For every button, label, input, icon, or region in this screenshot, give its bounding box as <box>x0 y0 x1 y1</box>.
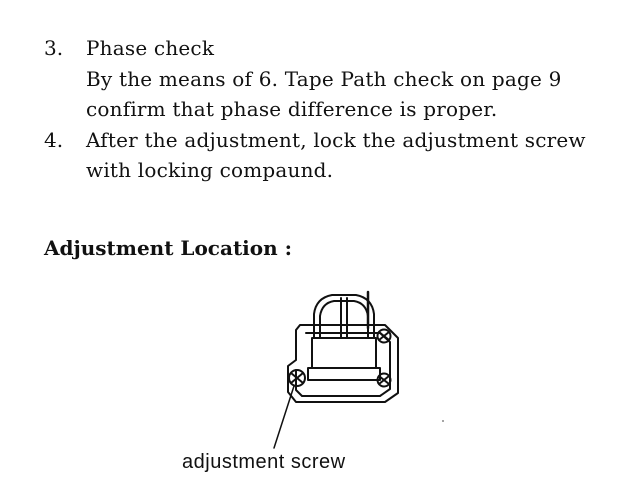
step-number-3: 3. <box>44 36 64 60</box>
step-3-line-2: By the means of 6. Tape Path check on page 9 <box>86 67 562 91</box>
step-3-line-1: Phase check <box>86 36 215 60</box>
step-4-line-1: After the adjustment, lock the adjustment screw <box>86 128 586 152</box>
step-number-4: 4. <box>44 128 64 152</box>
step-4-line-2: with locking compaund. <box>86 158 334 182</box>
section-heading: Adjustment Location : <box>44 236 293 260</box>
scan-speck <box>442 420 444 422</box>
step-3-line-3: confirm that phase difference is proper. <box>86 97 498 121</box>
figure-caption: adjustment screw <box>182 451 346 473</box>
adjustment-screw-mechanism-icon <box>260 280 410 450</box>
